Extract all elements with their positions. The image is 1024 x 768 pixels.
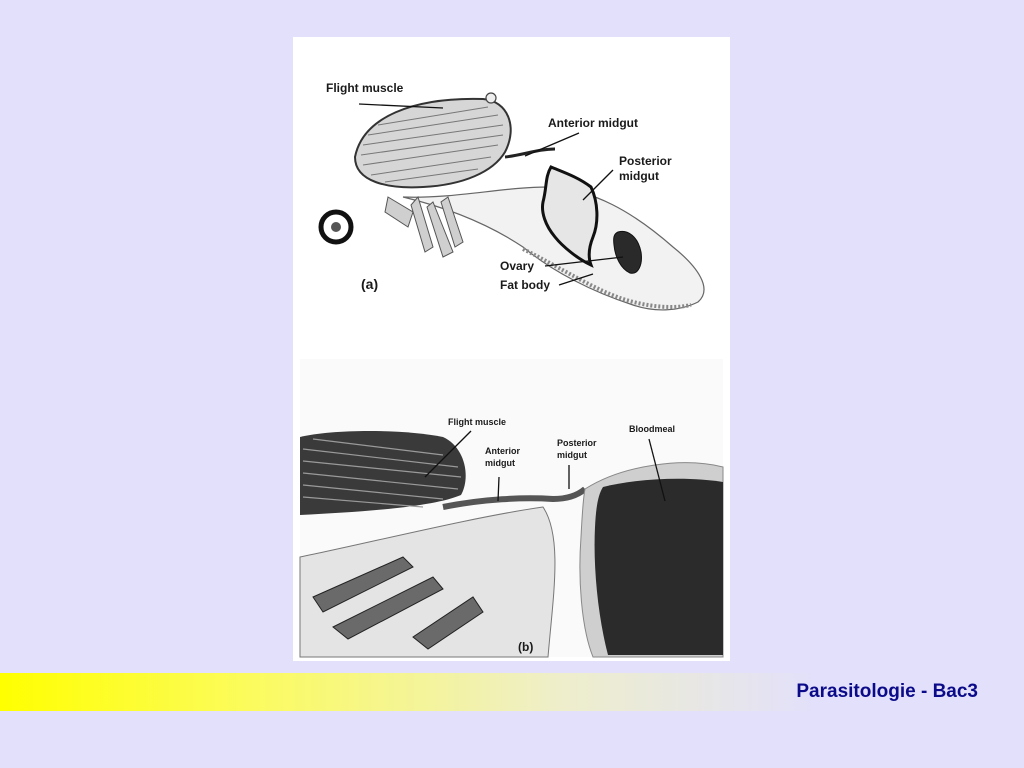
label-flight-muscle-b: Flight muscle bbox=[448, 417, 507, 427]
label-posterior-midgut-a-line1: Posterior bbox=[619, 154, 672, 168]
panel-a bbox=[321, 81, 704, 310]
label-posterior-midgut-b-line1: Posterior bbox=[557, 438, 597, 448]
label-ovary-a: Ovary bbox=[500, 259, 535, 273]
figure-svg bbox=[293, 37, 730, 661]
panel-a-small-nodule bbox=[486, 93, 496, 103]
label-posterior-midgut-a-line2: midgut bbox=[619, 169, 659, 183]
label-flight-muscle-a: Flight muscle bbox=[326, 81, 404, 95]
label-anterior-midgut-b-line2: midgut bbox=[485, 458, 515, 468]
label-fat-body-a: Fat body bbox=[500, 278, 550, 292]
label-posterior-midgut-b-line2: midgut bbox=[557, 450, 587, 460]
panel-label-a: (a) bbox=[361, 276, 379, 292]
label-anterior-midgut-a: Anterior midgut bbox=[548, 116, 638, 130]
mosquito-section-figure bbox=[293, 37, 730, 661]
panel-a-legs bbox=[385, 197, 463, 257]
panel-a-eye-lens bbox=[331, 222, 341, 232]
panel-a-gut-tube bbox=[505, 149, 555, 157]
panel-b-bloodmeal bbox=[595, 479, 723, 655]
label-anterior-midgut-b-line1: Anterior bbox=[485, 446, 521, 456]
footer-title: Parasitologie - Bac3 bbox=[796, 681, 978, 702]
label-bloodmeal-b: Bloodmeal bbox=[629, 424, 676, 434]
panel-b bbox=[300, 359, 723, 657]
panel-label-b: (b) bbox=[518, 640, 534, 654]
